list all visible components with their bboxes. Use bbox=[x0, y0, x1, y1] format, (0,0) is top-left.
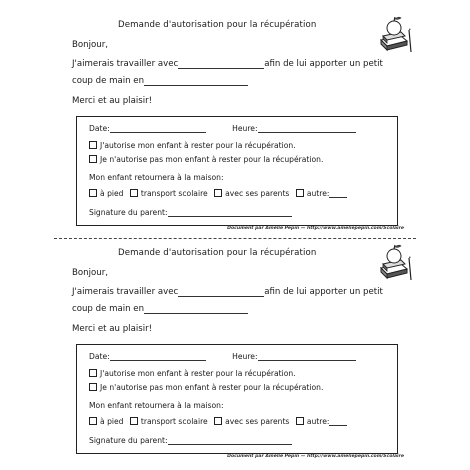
apple-on-books-icon bbox=[376, 242, 412, 282]
parents-label: avec ses parents bbox=[225, 417, 290, 426]
intro-start: J'aimerais travailler avec bbox=[72, 59, 179, 69]
intro-start: J'aimerais travailler avec bbox=[72, 287, 179, 297]
cut-line bbox=[54, 238, 416, 239]
other-checkbox[interactable] bbox=[296, 417, 304, 425]
option-not-authorize bbox=[89, 383, 323, 392]
walk-checkbox[interactable] bbox=[89, 189, 97, 197]
authorization-slip-1 bbox=[58, 14, 412, 234]
not-authorize-checkbox[interactable] bbox=[89, 383, 97, 391]
not-authorize-text: Je n'autorise pas mon enfant à rester pour la récupération. bbox=[100, 155, 324, 164]
student-name-field[interactable] bbox=[178, 59, 264, 69]
authorize-text: J'autorise mon enfant à rester pour la récupération. bbox=[100, 369, 296, 378]
signature-row bbox=[89, 207, 292, 217]
option-authorize bbox=[89, 141, 296, 150]
signature-field[interactable] bbox=[168, 207, 292, 217]
authorize-text: J'autorise mon enfant à rester pour la récupération. bbox=[100, 141, 296, 150]
date-label: Date: bbox=[89, 124, 110, 133]
parents-label: avec ses parents bbox=[225, 189, 290, 198]
return-question: Mon enfant retournera à la maison: bbox=[89, 173, 224, 182]
intro-line-2 bbox=[72, 304, 248, 314]
signature-row bbox=[89, 435, 292, 445]
subject-field[interactable] bbox=[144, 304, 248, 314]
option-not-authorize bbox=[89, 155, 323, 164]
intro-line-1 bbox=[72, 287, 383, 297]
parents-checkbox[interactable] bbox=[214, 189, 222, 197]
parent-form-box bbox=[76, 344, 398, 454]
time-field[interactable] bbox=[258, 123, 356, 133]
thanks-text: Merci et au plaisir! bbox=[72, 324, 153, 334]
slip-title: Demande d'autorisation pour la récupération bbox=[118, 20, 317, 30]
other-checkbox[interactable] bbox=[296, 189, 304, 197]
credit-text: Document par Amélie Pepin — http://www.ameliepepin.com/Scolaire bbox=[227, 226, 404, 231]
subject-field[interactable] bbox=[144, 76, 248, 86]
credit-text: Document par Amélie Pepin — http://www.ameliepepin.com/Scolaire bbox=[227, 454, 404, 459]
intro-line-2 bbox=[72, 76, 248, 86]
time-label: Heure: bbox=[232, 124, 258, 133]
walk-checkbox[interactable] bbox=[89, 417, 97, 425]
thanks-text: Merci et au plaisir! bbox=[72, 96, 153, 106]
other-label: autre: bbox=[306, 189, 330, 198]
date-time-row bbox=[89, 351, 356, 361]
other-label: autre: bbox=[306, 417, 330, 426]
time-label: Heure: bbox=[232, 352, 258, 361]
parent-form-box bbox=[76, 116, 398, 226]
bus-checkbox[interactable] bbox=[130, 417, 138, 425]
slip-title: Demande d'autorisation pour la récupération bbox=[118, 248, 317, 258]
greeting: Bonjour, bbox=[72, 268, 108, 278]
walk-label: à pied bbox=[100, 189, 124, 198]
date-label: Date: bbox=[89, 352, 110, 361]
return-options bbox=[89, 416, 347, 426]
walk-label: à pied bbox=[100, 417, 124, 426]
subject-label: coup de main en bbox=[72, 76, 145, 86]
return-options bbox=[89, 188, 347, 198]
intro-line-1 bbox=[72, 59, 383, 69]
authorization-slip-2 bbox=[58, 242, 412, 462]
apple-on-books-icon bbox=[376, 14, 412, 54]
other-field[interactable] bbox=[329, 416, 347, 426]
authorize-checkbox[interactable] bbox=[89, 141, 97, 149]
date-time-row bbox=[89, 123, 356, 133]
date-field[interactable] bbox=[110, 351, 206, 361]
parents-checkbox[interactable] bbox=[214, 417, 222, 425]
greeting: Bonjour, bbox=[72, 40, 108, 50]
document-page bbox=[58, 14, 412, 460]
intro-end: afin de lui apporter un petit bbox=[264, 59, 383, 69]
option-authorize bbox=[89, 369, 296, 378]
other-field[interactable] bbox=[329, 188, 347, 198]
authorize-checkbox[interactable] bbox=[89, 369, 97, 377]
not-authorize-text: Je n'autorise pas mon enfant à rester pour la récupération. bbox=[100, 383, 324, 392]
intro-end: afin de lui apporter un petit bbox=[264, 287, 383, 297]
signature-label: Signature du parent: bbox=[89, 208, 168, 217]
bus-checkbox[interactable] bbox=[130, 189, 138, 197]
signature-field[interactable] bbox=[168, 435, 292, 445]
signature-label: Signature du parent: bbox=[89, 436, 168, 445]
return-question: Mon enfant retournera à la maison: bbox=[89, 401, 224, 410]
not-authorize-checkbox[interactable] bbox=[89, 155, 97, 163]
bus-label: transport scolaire bbox=[140, 189, 208, 198]
subject-label: coup de main en bbox=[72, 304, 145, 314]
student-name-field[interactable] bbox=[178, 287, 264, 297]
time-field[interactable] bbox=[258, 351, 356, 361]
date-field[interactable] bbox=[110, 123, 206, 133]
bus-label: transport scolaire bbox=[140, 417, 208, 426]
